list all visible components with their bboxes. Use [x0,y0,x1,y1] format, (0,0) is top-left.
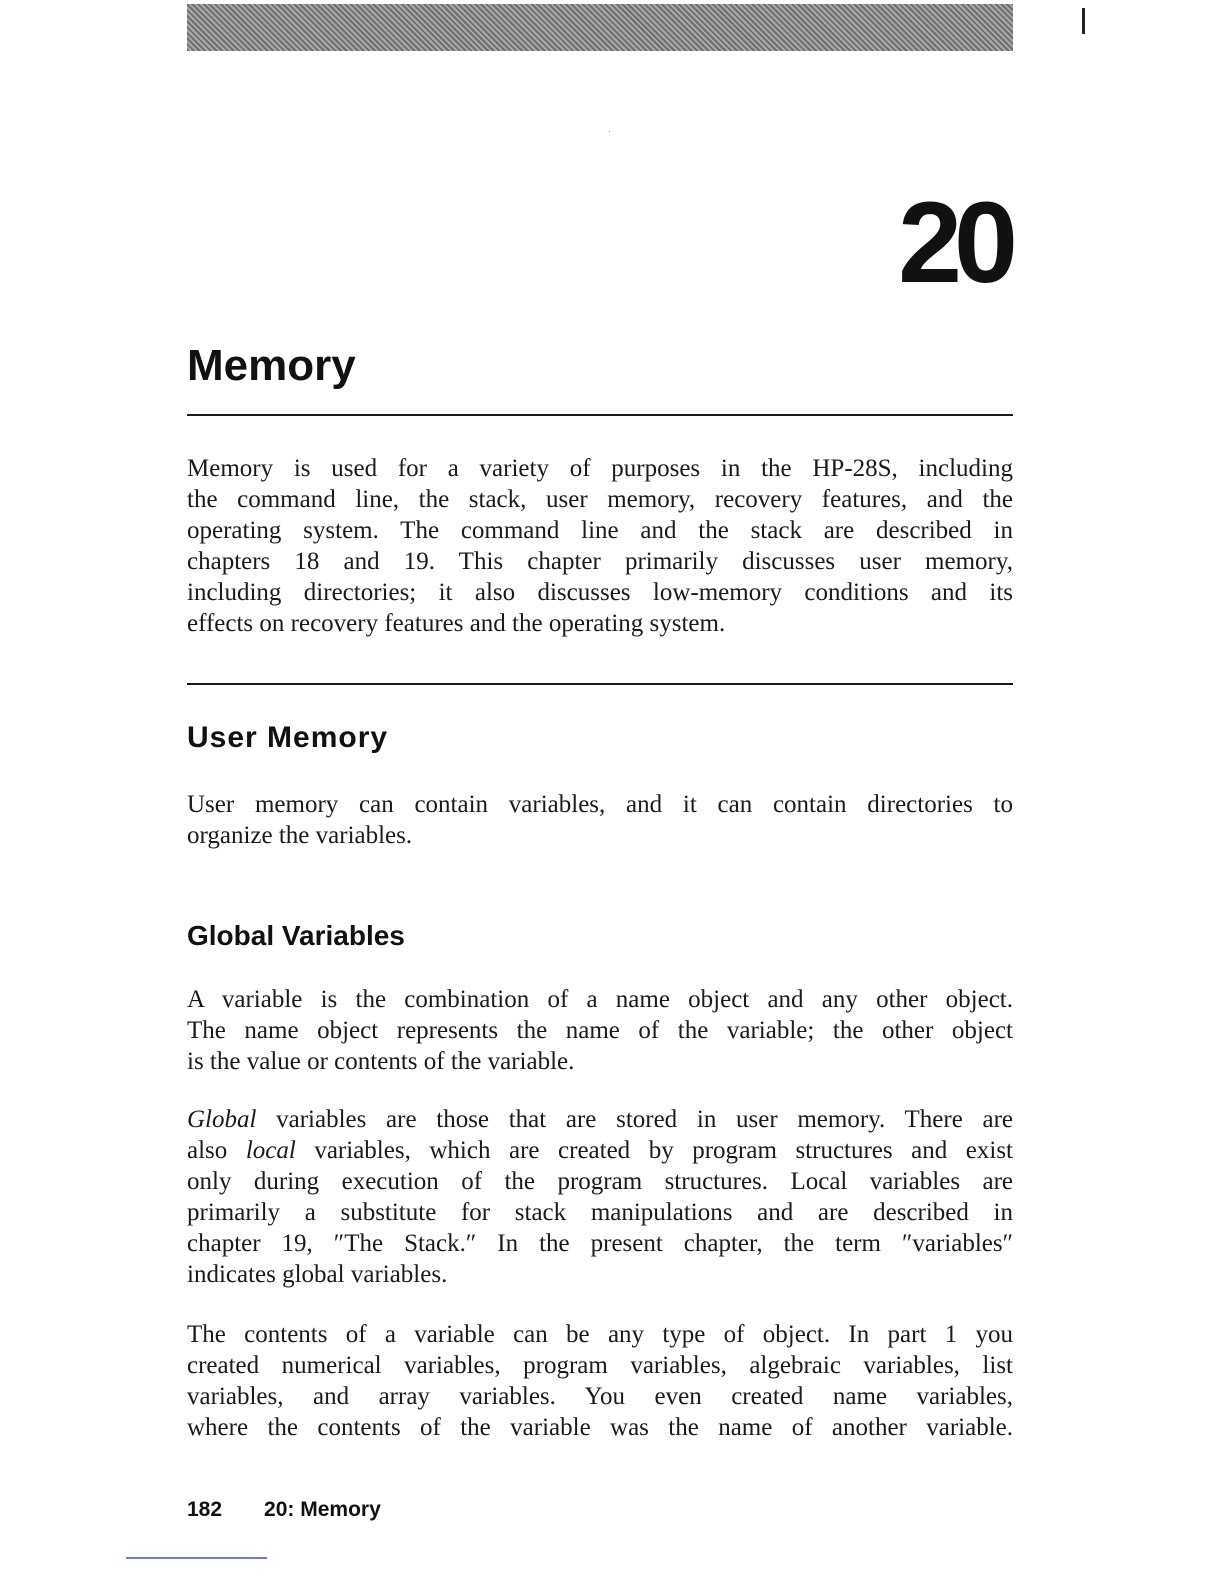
global-p2-line: chapter 19, ″The Stack.″ In the present chapter, the term ″variables″ [187,1230,1013,1257]
scan-speck [609,131,610,132]
chapter-header-band [187,4,1013,51]
global-p3-line: variables, and array variables. You even created name variables, [187,1383,1013,1410]
intro-line: operating system. The command line and the stack are described in [187,517,1013,544]
global-p2-line: indicates global variables. [187,1261,448,1288]
global-p2-line [187,1104,1013,1135]
global-p2-line1-text: variables are those that are stored in user memory. There are [256,1106,1013,1133]
global-p2-line: only during execution of the program structures. Local variables are [187,1168,1013,1195]
intro-line: chapters 18 and 19. This chapter primarily discusses user memory, [187,548,1013,575]
term-local: local [245,1137,296,1164]
page-edge-mark [1082,8,1085,34]
user-memory-line: organize the variables. [187,822,413,849]
term-global: Global [187,1106,257,1133]
section-heading-user-memory: User Memory [187,721,389,754]
chapter-title-rule [187,414,1013,416]
subsection-heading-global-variables: Global Variables [187,920,405,951]
page-number: 182 [187,1498,223,1521]
intro-paragraph [187,453,1013,639]
global-p3-line: where the contents of the variable was the name of another variable. [187,1414,1013,1441]
global-variables-paragraph-1 [187,984,1013,1077]
global-variables-paragraph-3 [187,1319,1013,1443]
global-p3-line: The contents of a variable can be any type of object. In part 1 you [187,1321,1013,1348]
user-memory-line: User memory can contain variables, and it can contain directories to [187,791,1013,818]
global-variables-paragraph-2 [187,1104,1013,1290]
global-p1-line: is the value or contents of the variable. [187,1048,575,1075]
global-p2-line [187,1135,1013,1166]
running-title: 20: Memory [264,1498,381,1521]
user-memory-paragraph [187,789,1013,851]
global-p1-line: A variable is the combination of a name object and any other object. [187,986,1013,1013]
chapter-title: Memory [187,341,356,390]
global-p2-line2-prefix: also [187,1137,246,1164]
global-p2-line: primarily a substitute for stack manipulations and are described in [187,1199,1013,1226]
chapter-number: 20 [898,179,1010,307]
intro-line: Memory is used for a variety of purposes in the HP-28S, including [187,455,1013,482]
section-rule [187,683,1013,685]
bottom-edge-line [126,1557,267,1559]
intro-line: the command line, the stack, user memory, recovery features, and the [187,486,1013,513]
global-p3-line: created numerical variables, program variables, algebraic variables, list [187,1352,1013,1379]
intro-line: effects on recovery features and the operating system. [187,610,726,637]
global-p1-line: The name object represents the name of the variable; the other object [187,1017,1013,1044]
intro-line: including directories; it also discusses low-memory conditions and its [187,579,1013,606]
page-footer [187,1499,381,1520]
global-p2-line2-text: variables, which are created by program structures and exist [295,1137,1014,1164]
